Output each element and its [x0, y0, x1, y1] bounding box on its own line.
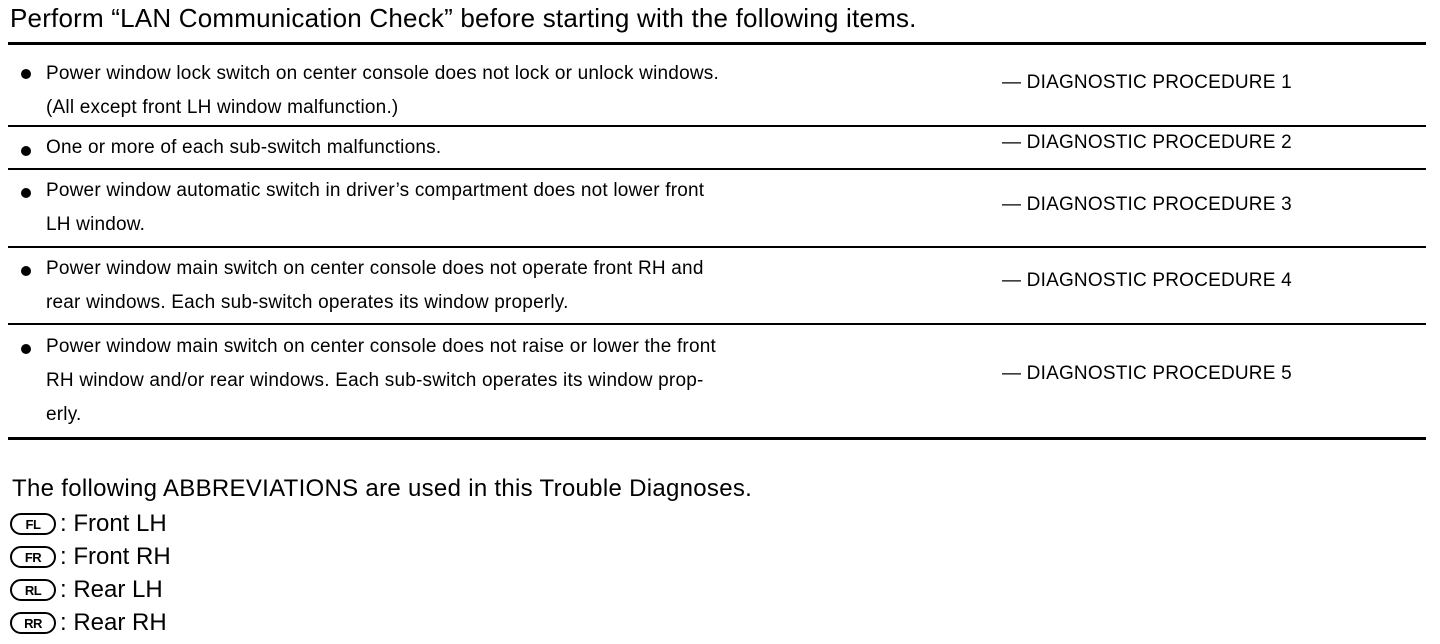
description-line: Power window automatic switch in driver’s compartment does not lower front	[46, 180, 705, 201]
procedure-reference: — DIAGNOSTIC PROCEDURE 3	[1002, 194, 1292, 215]
description-line: Power window lock switch on center console does not lock or unlock windows.	[46, 63, 719, 84]
item-description	[46, 131, 966, 165]
table-row	[8, 127, 1426, 169]
description-line: Power window main switch on center console does not raise or lower the front	[46, 336, 716, 357]
description-line: LH window.	[46, 214, 146, 235]
abbreviation-meaning: : Rear LH	[60, 576, 163, 603]
bullet-icon	[21, 146, 31, 156]
item-description	[46, 252, 966, 320]
rear-left-badge-icon: RL	[10, 579, 56, 601]
abbreviation-entry	[10, 574, 163, 606]
bullet-icon	[21, 344, 31, 354]
description-line: (All except front LH window malfunction.)	[46, 97, 399, 118]
table-row	[8, 170, 1426, 248]
rear-right-badge-icon: RR	[10, 612, 56, 634]
bullet-icon	[21, 69, 31, 79]
procedure-reference: — DIAGNOSTIC PROCEDURE 1	[1002, 72, 1292, 93]
description-line: erly.	[46, 404, 82, 425]
abbreviation-meaning: : Front RH	[60, 543, 171, 570]
item-description	[46, 57, 966, 125]
item-description	[46, 174, 966, 242]
procedure-reference: — DIAGNOSTIC PROCEDURE 2	[1002, 132, 1292, 153]
table-row	[8, 248, 1426, 324]
abbreviation-meaning: : Front LH	[60, 510, 167, 537]
description-line: Power window main switch on center console does not operate front RH and	[46, 258, 704, 279]
procedure-reference: — DIAGNOSTIC PROCEDURE 4	[1002, 270, 1292, 291]
description-line: RH window and/or rear windows. Each sub-switch operates its window prop-	[46, 370, 704, 391]
table-bottom-rule	[8, 437, 1426, 440]
table-row	[8, 325, 1426, 437]
front-left-badge-icon: FL	[10, 513, 56, 535]
abbreviation-meaning: : Rear RH	[60, 609, 167, 636]
abbreviation-entry	[10, 607, 167, 639]
abbreviation-entry	[10, 541, 171, 573]
abbreviation-entry	[10, 508, 167, 540]
item-description	[46, 330, 966, 432]
front-right-badge-icon: FR	[10, 546, 56, 568]
abbreviations-title: The following ABBREVIATIONS are used in this Trouble Diagnoses.	[12, 475, 753, 502]
page-heading: Perform “LAN Communication Check” before starting with the following items.	[10, 3, 917, 33]
bullet-icon	[21, 266, 31, 276]
description-line: rear windows. Each sub-switch operates its window properly.	[46, 292, 569, 313]
table-row	[8, 45, 1426, 125]
procedure-reference: — DIAGNOSTIC PROCEDURE 5	[1002, 363, 1292, 384]
bullet-icon	[21, 188, 31, 198]
description-line: One or more of each sub-switch malfunctions.	[46, 137, 442, 158]
